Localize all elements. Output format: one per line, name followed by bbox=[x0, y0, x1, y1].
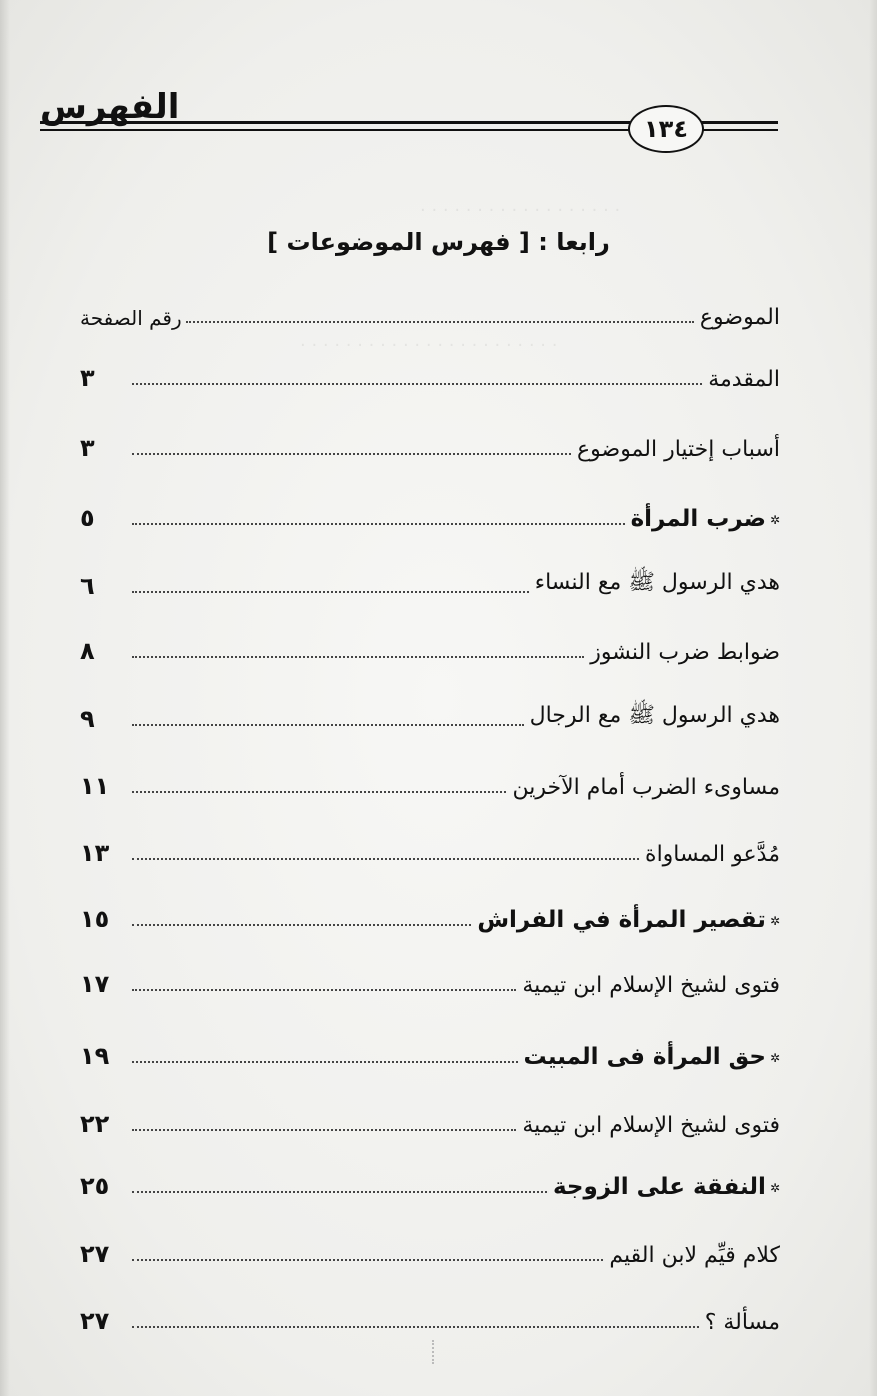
toc-entry-title: فتوى لشيخ الإسلام ابن تيمية bbox=[522, 973, 780, 998]
dot-leader bbox=[132, 522, 625, 525]
toc-entry-major bbox=[80, 1030, 780, 1070]
toc-entry-page: ٢٧ bbox=[80, 1307, 110, 1335]
section-heading: [ فهرس الموضوعات ] bbox=[267, 228, 530, 256]
dot-leader bbox=[132, 590, 529, 593]
toc-entry bbox=[80, 560, 780, 600]
bleed-through-text: . . . . . . . . . . . . . . . . . . bbox=[420, 195, 621, 216]
page-edge-shadow-left bbox=[0, 0, 10, 1396]
star-icon: ✲ bbox=[769, 1180, 780, 1195]
toc-entry-page: ٢٧ bbox=[80, 1240, 110, 1268]
dot-leader bbox=[132, 857, 639, 860]
toc-entry-title: ✲النفقة على الزوجة bbox=[552, 1174, 780, 1200]
section-prefix: رابعا : bbox=[538, 228, 610, 256]
toc-entry-page: ٢٢ bbox=[80, 1110, 110, 1138]
toc-entry-page: ٣ bbox=[80, 434, 95, 462]
column-subject-label: الموضوع bbox=[699, 305, 780, 330]
toc-entry-title: ✲تقصير المرأة في الفراش bbox=[477, 907, 780, 933]
dot-leader bbox=[132, 1128, 516, 1131]
section-title bbox=[0, 228, 877, 256]
page-edge-shadow-right bbox=[869, 0, 877, 1396]
star-icon: ✲ bbox=[769, 1050, 780, 1065]
toc-entry-title: هدي الرسول ﷺ مع النساء bbox=[534, 570, 780, 595]
toc-entry-title: ضوابط ضرب النشوز bbox=[590, 640, 780, 665]
toc-entry-title: المقدمة bbox=[708, 367, 780, 392]
toc-entry-title: هدي الرسول ﷺ مع الرجال bbox=[529, 703, 780, 728]
star-icon: ✲ bbox=[769, 913, 780, 928]
toc-entry bbox=[80, 958, 780, 998]
page-number: ١٣٤ bbox=[628, 105, 704, 153]
dot-leader bbox=[132, 790, 506, 793]
dot-leader bbox=[132, 988, 516, 991]
toc-entry-page: ٥ bbox=[80, 504, 95, 532]
toc-entry-page: ٦ bbox=[80, 572, 95, 600]
toc-entry bbox=[80, 1228, 780, 1268]
toc-entry-page: ١١ bbox=[80, 772, 110, 800]
toc-entry-page: ١٧ bbox=[80, 970, 110, 998]
dot-leader bbox=[132, 723, 524, 726]
toc-entry bbox=[80, 1098, 780, 1138]
page-bottom-mark bbox=[432, 1340, 436, 1364]
toc-entry-title: مسألة ؟ bbox=[704, 1310, 780, 1335]
toc-entry-title: كلام قيِّم لابن القيم bbox=[609, 1243, 780, 1268]
dot-leader bbox=[186, 320, 694, 323]
dot-leader bbox=[132, 655, 584, 658]
bleed-through-text: . . . . . . . . . . . . . . . . . . . . . . . bbox=[300, 330, 558, 351]
page-header bbox=[30, 85, 780, 165]
dot-leader bbox=[132, 1060, 518, 1063]
toc-entry bbox=[80, 693, 780, 733]
toc-entry-title: أسباب إختيار الموضوع bbox=[577, 437, 780, 462]
toc-entry bbox=[80, 827, 780, 867]
toc-entry-page: ١٩ bbox=[80, 1042, 110, 1070]
toc-entry-title: ✲ضرب المرأة bbox=[630, 506, 780, 532]
toc-entry-page: ٣ bbox=[80, 364, 95, 392]
toc-entry-title: مساوىء الضرب أمام الآخرين bbox=[512, 775, 780, 800]
header-title: الفهرس bbox=[40, 87, 180, 127]
toc-entry-major bbox=[80, 893, 780, 933]
star-icon: ✲ bbox=[769, 512, 780, 527]
toc-entry bbox=[80, 625, 780, 665]
dot-leader bbox=[132, 382, 702, 385]
toc-entry-page: ٨ bbox=[80, 637, 95, 665]
toc-entry-title: فتوى لشيخ الإسلام ابن تيمية bbox=[522, 1113, 780, 1138]
header-rule bbox=[40, 129, 630, 131]
dot-leader bbox=[132, 1190, 547, 1193]
toc-entry-page: ٢٥ bbox=[80, 1172, 110, 1200]
toc-entry-major bbox=[80, 492, 780, 532]
toc-entry bbox=[80, 422, 780, 462]
dot-leader bbox=[132, 1325, 699, 1328]
toc-entry-major bbox=[80, 1160, 780, 1200]
toc-entry-page: ٩ bbox=[80, 705, 95, 733]
column-page-label: رقم الصفحة bbox=[80, 306, 182, 330]
toc-entry-title: مُدَّعو المساواة bbox=[645, 842, 780, 867]
toc-entry-page: ١٣ bbox=[80, 839, 110, 867]
toc-column-header bbox=[80, 290, 780, 330]
toc-entry bbox=[80, 1295, 780, 1335]
toc-entry-page: ١٥ bbox=[80, 905, 110, 933]
toc-entry bbox=[80, 760, 780, 800]
toc-entry bbox=[80, 352, 780, 392]
dot-leader bbox=[132, 923, 471, 926]
toc-entry-title: ✲حق المرأة فى المبيت bbox=[523, 1044, 780, 1070]
dot-leader bbox=[132, 452, 571, 455]
dot-leader bbox=[132, 1258, 603, 1261]
